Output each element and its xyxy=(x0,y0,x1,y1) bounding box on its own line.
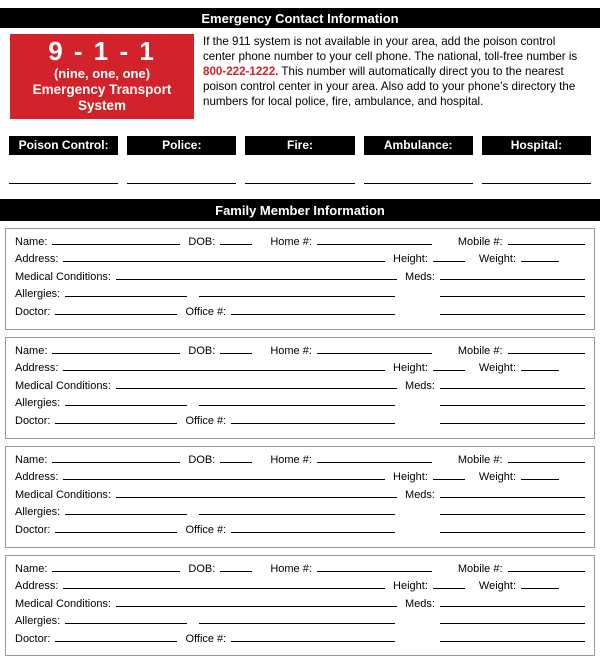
contact-label-police: Police: xyxy=(127,136,236,155)
contact-label-hospital: Hospital: xyxy=(482,136,591,155)
allergies-extra-field[interactable] xyxy=(199,395,395,406)
home-phone-label: Home #: xyxy=(270,235,312,248)
home-phone-label: Home #: xyxy=(270,562,312,575)
dob-field[interactable] xyxy=(220,343,252,354)
medical-conditions-field[interactable] xyxy=(116,378,397,389)
office-phone-label: Office #: xyxy=(185,523,227,536)
address-field[interactable] xyxy=(63,251,385,262)
weight-label: Weight: xyxy=(478,362,516,375)
badge-911-words: (nine, one, one) xyxy=(53,66,151,82)
member-row-medical xyxy=(15,487,585,505)
home-phone-label: Home #: xyxy=(270,453,312,466)
member-row-doctor xyxy=(15,304,585,322)
member-row-address xyxy=(15,251,585,269)
family-member-block xyxy=(5,228,595,330)
medical-conditions-label: Medical Conditions: xyxy=(15,270,111,283)
mobile-phone-label: Mobile #: xyxy=(457,235,503,248)
home-phone-label: Home #: xyxy=(270,344,312,357)
member-row-name xyxy=(15,561,585,579)
ambulance-blank-field[interactable] xyxy=(364,182,473,184)
meds-extra-field[interactable] xyxy=(440,286,585,297)
allergies-label: Allergies: xyxy=(15,506,61,519)
emergency-contact-labels-row xyxy=(0,136,600,155)
address-label: Address: xyxy=(15,580,59,593)
meds-label: Meds: xyxy=(405,379,435,392)
member-row-name xyxy=(15,234,585,252)
weight-field[interactable] xyxy=(521,578,559,589)
meds-field[interactable] xyxy=(440,487,585,498)
medical-conditions-label: Medical Conditions: xyxy=(15,597,111,610)
medical-conditions-field[interactable] xyxy=(116,596,397,607)
mobile-phone-field[interactable] xyxy=(508,452,585,463)
family-member-blocks xyxy=(0,228,600,656)
mobile-phone-label: Mobile #: xyxy=(457,562,503,575)
address-label: Address: xyxy=(15,471,59,484)
member-row-address xyxy=(15,360,585,378)
family-member-block xyxy=(5,555,595,656)
name-label: Name: xyxy=(15,453,48,466)
member-row-medical xyxy=(15,269,585,287)
weight-label: Weight: xyxy=(478,471,516,484)
allergies-label: Allergies: xyxy=(15,288,61,301)
name-field[interactable] xyxy=(52,561,180,572)
mobile-phone-field[interactable] xyxy=(508,561,585,572)
hospital-blank-field[interactable] xyxy=(482,182,591,184)
weight-label: Weight: xyxy=(478,253,516,266)
allergies-field[interactable] xyxy=(65,504,187,515)
height-field[interactable] xyxy=(433,360,465,371)
weight-field[interactable] xyxy=(521,251,559,262)
name-label: Name: xyxy=(15,562,48,575)
member-row-medical xyxy=(15,596,585,614)
member-row-address xyxy=(15,469,585,487)
contact-label-poison-control: Poison Control: xyxy=(9,136,118,155)
meds-label: Meds: xyxy=(405,270,435,283)
dob-label: DOB: xyxy=(188,453,216,466)
allergies-field[interactable] xyxy=(65,286,187,297)
emergency-contact-blanks-row xyxy=(0,182,600,184)
office-phone-field[interactable] xyxy=(231,522,395,533)
medical-conditions-field[interactable] xyxy=(116,487,397,498)
meds-label: Meds: xyxy=(405,488,435,501)
medical-conditions-label: Medical Conditions: xyxy=(15,488,111,501)
height-label: Height: xyxy=(393,253,428,266)
office-phone-field[interactable] xyxy=(231,413,395,424)
badge-transport-label: Emergency Transport System xyxy=(32,82,172,114)
allergies-label: Allergies: xyxy=(15,397,61,410)
medical-conditions-field[interactable] xyxy=(116,269,397,280)
poison-hotline-number: 800-222-1222. xyxy=(203,65,279,79)
member-row-medical xyxy=(15,378,585,396)
home-phone-field[interactable] xyxy=(317,343,432,354)
member-row-doctor xyxy=(15,413,585,431)
name-label: Name: xyxy=(15,235,48,248)
doctor-label: Doctor: xyxy=(15,305,51,318)
contact-label-fire: Fire: xyxy=(245,136,354,155)
member-row-name xyxy=(15,452,585,470)
meds-extra-field-2[interactable] xyxy=(440,522,585,533)
mobile-phone-label: Mobile #: xyxy=(457,453,503,466)
home-phone-field[interactable] xyxy=(317,234,432,245)
dob-label: DOB: xyxy=(188,562,216,575)
member-row-doctor xyxy=(15,631,585,649)
paragraph-part2: This number will automatically direct you to the nearest poison control center in your area. Also add to your phone’s directory the numbers for local police, fire, ambulance, and hospital. xyxy=(203,65,576,109)
family-member-block xyxy=(5,446,595,548)
meds-extra-field-2[interactable] xyxy=(440,413,585,424)
family-member-block xyxy=(5,337,595,439)
name-field[interactable] xyxy=(52,343,180,354)
address-label: Address: xyxy=(15,362,59,375)
dob-label: DOB: xyxy=(188,235,216,248)
home-phone-field[interactable] xyxy=(317,452,432,463)
doctor-label: Doctor: xyxy=(15,523,51,536)
height-label: Height: xyxy=(393,362,428,375)
height-label: Height: xyxy=(393,580,428,593)
name-label: Name: xyxy=(15,344,48,357)
poison-control-paragraph xyxy=(203,34,590,109)
meds-field[interactable] xyxy=(440,378,585,389)
member-row-doctor xyxy=(15,522,585,540)
meds-extra-field[interactable] xyxy=(440,395,585,406)
address-field[interactable] xyxy=(63,578,385,589)
member-row-allergies xyxy=(15,613,585,631)
office-phone-field[interactable] xyxy=(231,304,395,315)
height-field[interactable] xyxy=(433,578,465,589)
meds-extra-field-2[interactable] xyxy=(440,304,585,315)
member-row-allergies xyxy=(15,286,585,304)
allergies-field[interactable] xyxy=(65,395,187,406)
address-label: Address: xyxy=(15,253,59,266)
police-blank-field[interactable] xyxy=(127,182,236,184)
member-row-name xyxy=(15,343,585,361)
doctor-label: Doctor: xyxy=(15,632,51,645)
weight-label: Weight: xyxy=(478,580,516,593)
emergency-form-page xyxy=(0,8,600,656)
allergies-extra-field[interactable] xyxy=(199,286,395,297)
badge-911-number: 9 - 1 - 1 xyxy=(48,36,156,66)
meds-extra-field-2[interactable] xyxy=(440,631,585,642)
dob-label: DOB: xyxy=(188,344,216,357)
member-row-address xyxy=(15,578,585,596)
office-phone-field[interactable] xyxy=(231,631,395,642)
weight-field[interactable] xyxy=(521,360,559,371)
medical-conditions-label: Medical Conditions: xyxy=(15,379,111,392)
meds-extra-field[interactable] xyxy=(440,504,585,515)
address-field[interactable] xyxy=(63,469,385,480)
fire-blank-field[interactable] xyxy=(245,182,354,184)
height-field[interactable] xyxy=(433,469,465,480)
emergency-section-title: Emergency Contact Information xyxy=(201,11,399,26)
allergies-label: Allergies: xyxy=(15,615,61,628)
doctor-field[interactable] xyxy=(55,631,177,642)
badge-911 xyxy=(10,34,194,119)
doctor-field[interactable] xyxy=(55,304,177,315)
office-phone-label: Office #: xyxy=(185,414,227,427)
member-row-allergies xyxy=(15,504,585,522)
emergency-intro xyxy=(0,28,600,121)
emergency-section-header xyxy=(0,8,600,28)
office-phone-label: Office #: xyxy=(185,632,227,645)
dob-field[interactable] xyxy=(220,234,252,245)
family-section-header xyxy=(0,199,600,221)
paragraph-part1: If the 911 system is not available in your area, add the poison control center phone number to your cell phone. The national, toll-free number is xyxy=(203,35,578,64)
allergies-extra-field[interactable] xyxy=(199,504,395,515)
dob-field[interactable] xyxy=(220,452,252,463)
meds-field[interactable] xyxy=(440,269,585,280)
poison-control-blank-field[interactable] xyxy=(9,182,118,184)
office-phone-label: Office #: xyxy=(185,305,227,318)
doctor-label: Doctor: xyxy=(15,414,51,427)
doctor-field[interactable] xyxy=(55,413,177,424)
address-field[interactable] xyxy=(63,360,385,371)
meds-label: Meds: xyxy=(405,597,435,610)
mobile-phone-field[interactable] xyxy=(508,343,585,354)
family-section-title: Family Member Information xyxy=(215,202,385,218)
name-field[interactable] xyxy=(52,452,180,463)
weight-field[interactable] xyxy=(521,469,559,480)
contact-label-ambulance: Ambulance: xyxy=(364,136,473,155)
mobile-phone-field[interactable] xyxy=(508,234,585,245)
height-field[interactable] xyxy=(433,251,465,262)
mobile-phone-label: Mobile #: xyxy=(457,344,503,357)
meds-field[interactable] xyxy=(440,596,585,607)
home-phone-field[interactable] xyxy=(317,561,432,572)
dob-field[interactable] xyxy=(220,561,252,572)
member-row-allergies xyxy=(15,395,585,413)
doctor-field[interactable] xyxy=(55,522,177,533)
height-label: Height: xyxy=(393,471,428,484)
name-field[interactable] xyxy=(52,234,180,245)
